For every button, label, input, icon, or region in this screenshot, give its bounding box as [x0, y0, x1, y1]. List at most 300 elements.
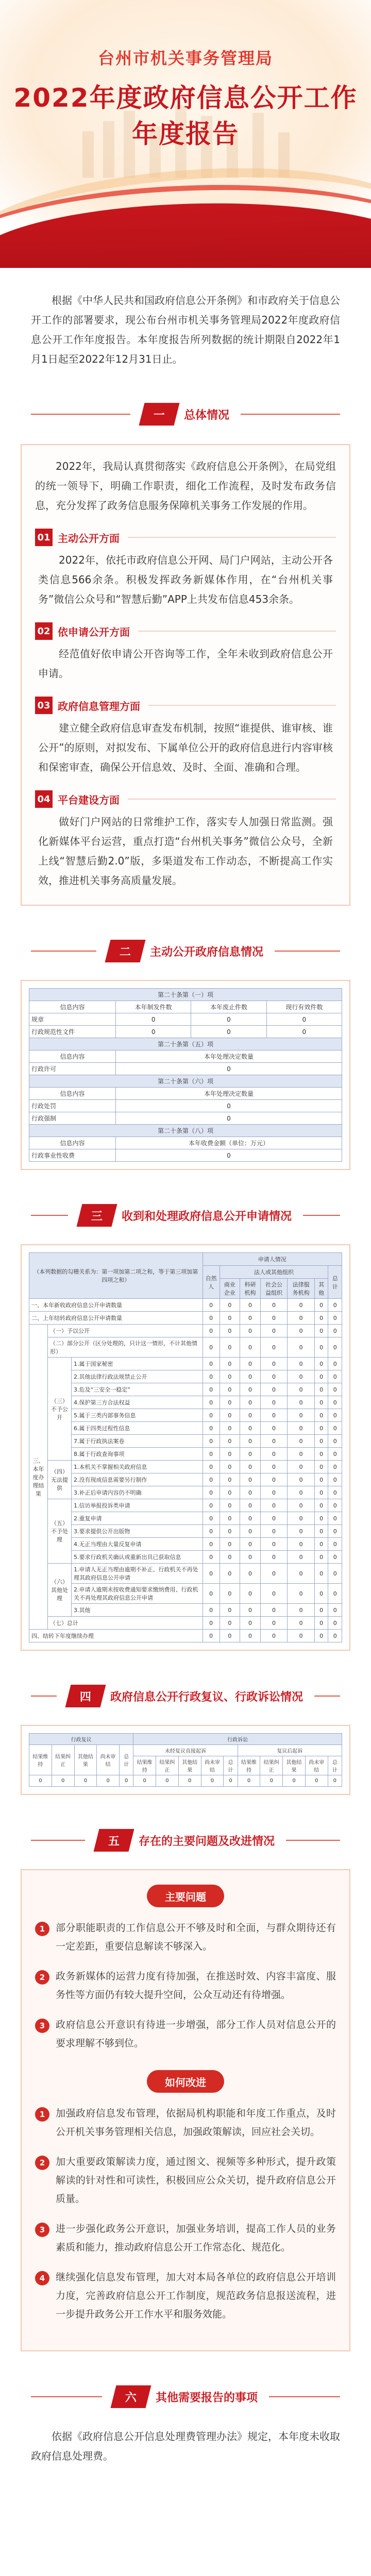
section1-header: [0, 398, 371, 431]
cell-value: 0: [314, 1538, 328, 1551]
org-name: 台州市机关事务管理局: [97, 48, 273, 68]
col-header: 总计: [120, 1745, 133, 1775]
cell-value: 0: [203, 1584, 220, 1604]
cell-value: 0: [288, 1499, 315, 1512]
review-litigation-table: 行政复议 行政诉讼 结果维持 结果纠正 其他结果 尚未审结 总计 未经复议直接起诉 复议后起诉 结果维持 结果纠正 其他结果 尚未审结 总计 结果维持 结果纠正 其他结果 尚未审结 总计 0 0 0 0 0 0 0 0 0 0 0 0 0 0 0: [29, 1733, 342, 1787]
section4-table-wrap: [21, 1725, 350, 1795]
cell-value: 0: [203, 1409, 220, 1422]
cell-value: 0: [220, 1435, 240, 1448]
cell-value: 0: [288, 1370, 315, 1383]
cell-value: 0: [203, 1312, 220, 1325]
cell-value: 0: [203, 1473, 220, 1486]
cell-value: 0: [203, 1630, 220, 1642]
cell-value: 0: [288, 1551, 315, 1564]
cell-value: 0: [328, 1538, 342, 1551]
cell-value: 0: [314, 1312, 328, 1325]
cell-value: 0: [240, 1604, 261, 1617]
cell-value: 0: [220, 1337, 240, 1358]
cell-value: 0: [220, 1525, 240, 1538]
table-row: [29, 1422, 342, 1435]
cell-value: 0: [314, 1370, 328, 1383]
table-row: 行政许可 0: [29, 1063, 342, 1075]
table-row: [29, 1525, 342, 1538]
section2-number: 二: [105, 940, 146, 962]
cell-value: 0: [240, 1512, 261, 1525]
cell-value: 0: [220, 1383, 240, 1396]
cell-value: 0: [260, 1448, 288, 1461]
cell-value: 0: [260, 1435, 288, 1448]
row-label: 4.保护第三方合法权益: [72, 1396, 203, 1409]
table-row: [29, 1486, 342, 1499]
section5-number: 五: [94, 1829, 134, 1852]
table-row: [29, 1396, 342, 1409]
cell-value: 0: [240, 1551, 261, 1564]
cell-value: 0: [240, 1358, 261, 1370]
cell-value: 0: [203, 1617, 220, 1630]
cell-value: 0: [203, 1435, 220, 1448]
row-label: 6.属于四类过程性信息: [72, 1422, 203, 1435]
sub-body-2: 经范值好依申请公开咨询等工作，全年未收到政府信息公开申请。: [38, 648, 333, 680]
cell-value: 0: [220, 1299, 240, 1312]
row-label: 一、本年新收政府信息公开申请数量: [29, 1299, 203, 1312]
cell-value: 0: [260, 1383, 288, 1396]
section5-header: [0, 1824, 371, 1857]
table-row: 行政规范性文件 0 0 0: [29, 1026, 342, 1038]
cell-value: 0: [220, 1617, 240, 1630]
problem-item: 2 政务新媒体的运营力度有待加强，在推送时效、内容丰富度、服务性等方面仍有较大提升空间，公众互动还有待增强。: [35, 1967, 336, 2004]
cell-value: 0: [288, 1461, 315, 1473]
cell-value: 0: [203, 1370, 220, 1383]
cell-value: 0: [314, 1617, 328, 1630]
cell-value: 0: [120, 1775, 133, 1787]
cell-value: 0: [260, 1775, 283, 1787]
cell-value: 0: [97, 1775, 120, 1787]
row-label: 4.无正当理由大量反复申请: [72, 1538, 203, 1551]
col-header: 结果维持: [29, 1745, 52, 1775]
cell-value: 0: [203, 1325, 220, 1337]
section6-number: 六: [111, 2385, 151, 2408]
cell-value: 0: [288, 1396, 315, 1409]
legal-col-header: 科研机构: [240, 1279, 261, 1299]
section6-body: 依据《政府信息公开信息处理费管理办法》规定，本年度未收取政府信息处理费。: [31, 2430, 340, 2462]
cell-value: 0: [260, 1325, 288, 1337]
cell-value: 0: [328, 1584, 342, 1604]
cell-value: 0: [288, 1538, 315, 1551]
cell-value: 0: [314, 1473, 328, 1486]
table-group-header: 第二十条第（一）项: [29, 989, 342, 1001]
cell-value: 0: [288, 1383, 315, 1396]
col-header: 结果纠正: [156, 1756, 179, 1775]
row-label: （二）部分公开（区分处理的，只计这一情形，不计其他情形）: [48, 1337, 203, 1358]
cell-value: 0: [328, 1473, 342, 1486]
section3-header: [0, 1199, 371, 1232]
table-row: [29, 1617, 342, 1630]
cell-value: 0: [260, 1630, 288, 1642]
improve-item: 3 进一步强化政务公开意识，加强业务培训，提高工作人员的业务素质和能力，推动政府信息公开工作常态化、规范化。: [35, 2219, 336, 2257]
cell-value: 0: [260, 1564, 288, 1584]
cell-value: 0: [260, 1617, 288, 1630]
cell-value: 0: [260, 1486, 288, 1499]
table-row: [29, 1383, 342, 1396]
cell-value: 0: [328, 1512, 342, 1525]
table-row: 行政处罚 0: [29, 1100, 342, 1112]
sub-badge: 01: [35, 529, 53, 546]
cell-value: 0: [240, 1473, 261, 1486]
sub-heading-3: [35, 697, 336, 714]
report-title-line2: 年度报告: [132, 119, 239, 149]
table-row: [29, 1499, 342, 1512]
problem-item: 1 部分职能职责的工作信息公开不够及时和全面，与群众期待还有一定差距，重要信息解读不够深入。: [35, 1919, 336, 1956]
legal-col-header: 商业企业: [220, 1279, 240, 1299]
problems-tag: 主要问题: [147, 1885, 224, 1907]
row-label: 5.要求行政机关确认或重新出具已获取信息: [72, 1551, 203, 1564]
legal-col-header: 社会公益组织: [260, 1279, 288, 1299]
banner: [0, 0, 371, 268]
cell-value: 0: [220, 1396, 240, 1409]
section5-title: 存在的主要问题及改进情况: [138, 1835, 275, 1848]
cell-value: 0: [288, 1435, 315, 1448]
section3-title: 收到和处理政府信息公开申请情况: [121, 1210, 292, 1223]
sub-title: 主动公开方面: [58, 532, 120, 545]
col-header: 结果纠正: [52, 1745, 74, 1775]
cell-value: 0: [288, 1312, 315, 1325]
section2-header: [0, 935, 371, 968]
cell-value: 0: [203, 1512, 220, 1525]
cell-value: 0: [260, 1499, 288, 1512]
cell-value: 0: [220, 1538, 240, 1551]
cell-value: 0: [288, 1422, 315, 1435]
cell-value: 0: [203, 1499, 220, 1512]
cell-value: 0: [314, 1461, 328, 1473]
cell-value: 0: [314, 1396, 328, 1409]
cell-value: 0: [260, 1551, 288, 1564]
row-label: 2.重复申请: [72, 1512, 203, 1525]
cell-value: 0: [240, 1486, 261, 1499]
table-row: [29, 1435, 342, 1448]
row-label: 3.危及“三安全一稳定”: [72, 1383, 203, 1396]
cell-value: 0: [260, 1396, 288, 1409]
cell-value: 0: [328, 1358, 342, 1370]
cell-value: 0: [240, 1499, 261, 1512]
cell-value: 0: [328, 1422, 342, 1435]
cell-value: 0: [220, 1604, 240, 1617]
active-disclosure-table: 第二十条第（一）项 信息内容 本年制发件数 本年废止件数 现行有效件数 规章 0 0 0 行政规范性文件 0 0 0 第二十条第（五）项 信息内容 本年处理决定数量 行政许可 0 第二十条第（六）项 信息内容 本年处理决定数量 行政处罚 0 行政强制 0 第二十条第（八）项 信息内容 本年收费金额（单位：万元） 行政事业性收费 0: [29, 988, 342, 1162]
cell-value: 0: [203, 1525, 220, 1538]
cell-value: 0: [240, 1461, 261, 1473]
cell-value: 0: [220, 1564, 240, 1584]
row-label: 3.补正后申请内容仍不明确: [72, 1486, 203, 1499]
section1-number: 一: [139, 403, 180, 426]
col-header: 尚未审结: [201, 1756, 224, 1775]
cell-value: 0: [240, 1435, 261, 1448]
cell-value: 0: [314, 1299, 328, 1312]
improve-item: 4 继续强化信息发布管理，加大对本局各单位的政府信息公开培训力度，完善政府信息公开工作制度，规范政务信息报送流程，进一步提升政务公开工作水平和服务效能。: [35, 2268, 336, 2324]
row-label: 1.属于国家秘密: [72, 1358, 203, 1370]
cell-value: 0: [240, 1383, 261, 1396]
cell-value: 0: [314, 1435, 328, 1448]
cell-value: 0: [240, 1312, 261, 1325]
cell-value: 0: [328, 1630, 342, 1642]
row-label: 7.属于行政执法案卷: [72, 1435, 203, 1448]
cell-value: 0: [201, 1775, 224, 1787]
cell-value: 0: [220, 1461, 240, 1473]
cell-value: 0: [178, 1775, 201, 1787]
cell-value: 0: [240, 1564, 261, 1584]
section6-header: [0, 2380, 371, 2413]
section3-number: 三: [77, 1204, 117, 1227]
cell-value: 0: [240, 1617, 261, 1630]
table-row: [29, 1461, 342, 1473]
col-header: 结果维持: [133, 1756, 156, 1775]
cell-value: 0: [220, 1473, 240, 1486]
cell-value: 0: [156, 1775, 179, 1787]
cell-value: 0: [240, 1325, 261, 1337]
cell-value: 0: [260, 1370, 288, 1383]
cell-value: 0: [203, 1461, 220, 1473]
cell-value: 0: [240, 1396, 261, 1409]
col-group-header: 复议后起诉: [238, 1745, 342, 1756]
cell-value: 0: [288, 1584, 315, 1604]
cell-value: 0: [328, 1461, 342, 1473]
cell-value: 0: [220, 1448, 240, 1461]
cell-value: 0: [288, 1486, 315, 1499]
cell-value: 0: [328, 1383, 342, 1396]
cell-value: 0: [288, 1358, 315, 1370]
sub-heading-1: [35, 529, 336, 546]
cell-value: 0: [288, 1473, 315, 1486]
cell-value: 0: [328, 1486, 342, 1499]
subgroup-label: （六）其他处理: [48, 1564, 72, 1617]
section1-overview: 2022年，我局认真贯彻落实《政府信息公开条例》，在局党组的统一领导下，明确工作职责，细化工作流程，及时发布政务信息，充分发挥了政务信息服务保障机关事务工作发展的作用。: [35, 460, 336, 512]
cell-value: 0: [314, 1325, 328, 1337]
cell-value: 0: [240, 1299, 261, 1312]
table-row: [29, 1409, 342, 1422]
cell-value: 0: [220, 1584, 240, 1604]
cell-value: 0: [220, 1409, 240, 1422]
cell-value: 0: [260, 1473, 288, 1486]
table-group-header: 第二十条第（八）项: [29, 1125, 342, 1137]
row-label: 2.其他法律行政法规禁止公开: [72, 1370, 203, 1383]
table-row: [29, 1512, 342, 1525]
cell-value: 0: [314, 1337, 328, 1358]
table-row: [29, 1358, 342, 1370]
cell-value: 0: [220, 1551, 240, 1564]
section1-title: 总体情况: [183, 409, 230, 422]
cell-value: 0: [260, 1358, 288, 1370]
cell-value: 0: [314, 1564, 328, 1584]
row-label: 二、上年结转政府信息公开申请数量: [29, 1312, 203, 1325]
cell-value: 0: [288, 1525, 315, 1538]
cell-value: 0: [133, 1775, 156, 1787]
row-label: 5.属于三类内部事务信息: [72, 1409, 203, 1422]
cell-value: 0: [328, 1604, 342, 1617]
table-row: [29, 1538, 342, 1551]
table-row: [29, 1312, 342, 1325]
col-header: 其他结果: [74, 1745, 97, 1775]
cell-value: 0: [288, 1564, 315, 1584]
cell-value: 0: [203, 1358, 220, 1370]
cell-value: 0: [52, 1775, 74, 1787]
table-row: [29, 1299, 342, 1312]
cell-value: 0: [328, 1396, 342, 1409]
row-label: 1.信访举报投诉类申请: [72, 1499, 203, 1512]
cell-value: 0: [328, 1435, 342, 1448]
cell-value: 0: [260, 1604, 288, 1617]
cell-value: 0: [260, 1584, 288, 1604]
cell-value: 0: [328, 1337, 342, 1358]
cell-value: 0: [260, 1538, 288, 1551]
table-corner-note: （本列数据的勾稽关系为：第一项加第二项之和，等于第三项加第四项之和）: [29, 1253, 203, 1299]
sub-badge: 04: [35, 790, 53, 808]
cell-value: 0: [224, 1775, 238, 1787]
sub-badge: 03: [35, 697, 53, 714]
cell-value: 0: [288, 1448, 315, 1461]
cell-value: 0: [203, 1383, 220, 1396]
table-row: [29, 1564, 342, 1584]
cell-value: 0: [314, 1409, 328, 1422]
sub-title: 平台建设方面: [58, 793, 120, 806]
cell-value: 0: [288, 1299, 315, 1312]
row-label: （七）总计: [48, 1617, 203, 1630]
row-label: 2.申请人逾期未按收费通知要求缴纳费用、行政机关不再处理其政府信息公开申请: [72, 1584, 203, 1604]
cell-value: 0: [220, 1512, 240, 1525]
cell-value: 0: [203, 1337, 220, 1358]
table-row: [29, 1630, 342, 1642]
cell-value: 0: [220, 1312, 240, 1325]
cell-value: 0: [240, 1370, 261, 1383]
cell-value: 0: [288, 1617, 315, 1630]
cell-value: 0: [203, 1551, 220, 1564]
cell-value: 0: [260, 1409, 288, 1422]
row-label: 1.本机关不掌握相关政府信息: [72, 1461, 203, 1473]
cell-value: 0: [220, 1325, 240, 1337]
cell-value: 0: [328, 1617, 342, 1630]
cell-value: 0: [220, 1422, 240, 1435]
cell-value: 0: [314, 1551, 328, 1564]
cell-value: 0: [220, 1630, 240, 1642]
section2-table-wrap: [21, 980, 350, 1170]
problem-item: 3 政府信息公开意识有待进一步增强，部分工作人员对信息公开的要求理解不够到位。: [35, 2015, 336, 2053]
sub-title: 依申请公开方面: [58, 625, 130, 638]
cell-value: 0: [240, 1584, 261, 1604]
col-header: 其他结果: [178, 1756, 201, 1775]
row-label: 2.没有现成信息需要另行制作: [72, 1473, 203, 1486]
row-label: 8.属于行政查询事项: [72, 1448, 203, 1461]
sub-body-3: 建立健全政府信息审查发布机制，按照“谁提供、谁审核、谁公开”的原则，对拟发布、下属单位公开的政府信息进行内容审核和保密审查，确保公开信息效、及时、全面、准确和合理。: [38, 722, 333, 773]
section4-header: [0, 1680, 371, 1713]
cell-value: 0: [203, 1299, 220, 1312]
sub-body-1: 2022年，依托市政府信息公开网、局门户网站，主动公开各类信息566余条。积极发挥政务新媒体作用，在“台州机关事务”微信公众号和“智慧后勤”APP上共发布信息453余条。: [38, 554, 333, 605]
table-row: 行政强制 0: [29, 1112, 342, 1125]
applicant-header: 申请人情况: [203, 1253, 342, 1266]
table-row: [29, 1551, 342, 1564]
cell-value: 0: [314, 1448, 328, 1461]
cell-value: 0: [328, 1312, 342, 1325]
cell-value: 0: [220, 1486, 240, 1499]
row-label: 3.要求提供公开出版物: [72, 1525, 203, 1538]
cell-value: 0: [305, 1775, 328, 1787]
legal-col-header: 其他: [314, 1279, 328, 1299]
table-group-header: 第二十条第（五）项: [29, 1038, 342, 1050]
section4-title: 政府信息公开行政复议、行政诉讼情况: [110, 1690, 303, 1704]
improve-item: 2 加大重要政策解读力度，通过图文、视频等多种形式，提升政策解读的针对性和可读性，积极回应公众关切，提升政府信息公开质量。: [35, 2153, 336, 2208]
cell-value: 0: [314, 1499, 328, 1512]
cell-value: 0: [240, 1525, 261, 1538]
cell-value: 0: [240, 1448, 261, 1461]
cell-value: 0: [260, 1337, 288, 1358]
cell-value: 0: [283, 1775, 306, 1787]
cell-value: 0: [314, 1630, 328, 1642]
cell-value: 0: [203, 1396, 220, 1409]
table-row: [29, 1337, 342, 1358]
col-header: 其他结果: [283, 1756, 306, 1775]
cell-value: 0: [314, 1486, 328, 1499]
section3-table-wrap: [21, 1244, 350, 1651]
cell-value: 0: [220, 1370, 240, 1383]
improve-item: 1 加强政府信息发布管理，依据局机构职能和年度工作重点，及时公开机关事务管理相关信息，加强政策解读，回应社会关切。: [35, 2104, 336, 2141]
cell-value: 0: [328, 1370, 342, 1383]
cell-value: 0: [260, 1312, 288, 1325]
table-row: [29, 1325, 342, 1337]
cell-value: 0: [240, 1422, 261, 1435]
cell-value: 0: [220, 1499, 240, 1512]
col-header: 尚未审结: [97, 1745, 120, 1775]
section1-card: [21, 444, 350, 906]
cell-value: 0: [314, 1383, 328, 1396]
cell-value: 0: [240, 1538, 261, 1551]
col-header: 尚未审结: [305, 1756, 328, 1775]
cell-value: 0: [238, 1775, 260, 1787]
cell-value: 0: [314, 1512, 328, 1525]
cell-value: 0: [288, 1512, 315, 1525]
cell-value: 0: [314, 1422, 328, 1435]
table-row: 行政事业性收费 0: [29, 1149, 342, 1162]
sub-title: 政府信息管理方面: [58, 700, 140, 713]
table-row: [29, 1448, 342, 1461]
cell-value: 0: [260, 1512, 288, 1525]
intro-paragraph: 根据《中华人民共和国政府信息公开条例》和市政府关于信息公开工作的部署要求，现公布台州市机关事务管理局2022年度政府信息公开工作年度报告。本年度报告所列数据的统计期限自2022年1月1日起至2022年12月31日止。: [31, 294, 340, 365]
cell-value: 0: [328, 1299, 342, 1312]
cell-value: 0: [328, 1551, 342, 1564]
cell-value: 0: [240, 1337, 261, 1358]
cell-value: 0: [203, 1564, 220, 1584]
cell-value: 0: [314, 1525, 328, 1538]
cell-value: 0: [203, 1538, 220, 1551]
application-table: （本列数据的勾稽关系为：第一项加第二项之和，等于第三项加第四项之和） 申请人情况 自然人 法人或其他组织 总计 商业企业 科研机构 社会公益组织 法律服务机构 其他 一、本年新收政府信息公开申请数量 0 0 0 0 0 0 0 二、上年结转政府信息公开申请数量 0 0 0 0 0 0 0 三、本年度办理结果 （一）予以公开 0 0 0 0 0 0 0 （二）部分公开（区分处理的，只计这一情形，不计其他情形） 0 0 0 0 0 0 0 （三）不予公开 1.属于国家秘密 0 0 0 0 0 0 0 2.其他法律行政法规禁止公开 0 0 0 0 0 0 0 3.危及“三安全一稳定” 0 0 0 0 0 0 0 4.保护第三方合法权益 0 0 0 0 0 0 0 5.属于三类内部事务信息 0 0 0 0 0 0 0 6.属于四类过程性信息 0 0 0 0 0 0 0 7.属于行政执法案卷 0 0 0 0 0 0 0 8.属于行政查询事项 0 0 0 0 0 0 0 （四）无法提供 1.本机关不掌握相关政府信息 0 0 0 0 0 0 0 2.没有现成信息需要另行制作 0 0 0 0 0 0 0 3.补正后申请内容仍不明确 0 0 0 0 0 0 0 （五）不予处理 1.信访举报投诉类申请 0 0 0 0 0 0 0 2.重复申请 0 0 0 0 0 0 0 3.要求提供公开出版物 0 0 0 0 0 0 0 4.无正当理由大量反复申请 0 0 0 0 0 0 0 5.要求行政机关确认或重新出具已获取信息 0 0 0 0 0 0 0 （六）其他处理 1.申请人无正当理由逾期不补正、行政机关不再处理其政府信息公开申请 0 0 0 0 0 0 0 2.申请人逾期未按收费通知要求缴纳费用、行政机关不再处理其政府信息公开申请 0 0 0 0 0 0 0 3.其他 0 0 0 0 0 0 0 （七）总计 0 0 0 0 0 0 0 四、结转下年度继续办理 0 0 0 0 0 0 0: [29, 1252, 342, 1642]
cell-value: 0: [328, 1409, 342, 1422]
table-row: [29, 1473, 342, 1486]
cell-value: 0: [328, 1448, 342, 1461]
cell-value: 0: [203, 1422, 220, 1435]
cell-value: 0: [29, 1775, 52, 1787]
cell-value: 0: [260, 1422, 288, 1435]
row-label: 四、结转下年度继续办理: [29, 1630, 203, 1642]
col-header: 总计: [224, 1756, 238, 1775]
cell-value: 0: [328, 1499, 342, 1512]
cell-value: 0: [288, 1630, 315, 1642]
section2-title: 主动公开政府信息情况: [149, 945, 264, 959]
sub-badge: 02: [35, 622, 53, 640]
cell-value: 0: [203, 1448, 220, 1461]
row-label: （一）予以公开: [48, 1325, 203, 1337]
cell-value: 0: [288, 1604, 315, 1617]
cell-value: 0: [328, 1564, 342, 1584]
cell-value: 0: [314, 1604, 328, 1617]
cell-value: 0: [328, 1775, 342, 1787]
cell-value: 0: [260, 1525, 288, 1538]
cell-value: 0: [314, 1584, 328, 1604]
cell-value: 0: [240, 1409, 261, 1422]
